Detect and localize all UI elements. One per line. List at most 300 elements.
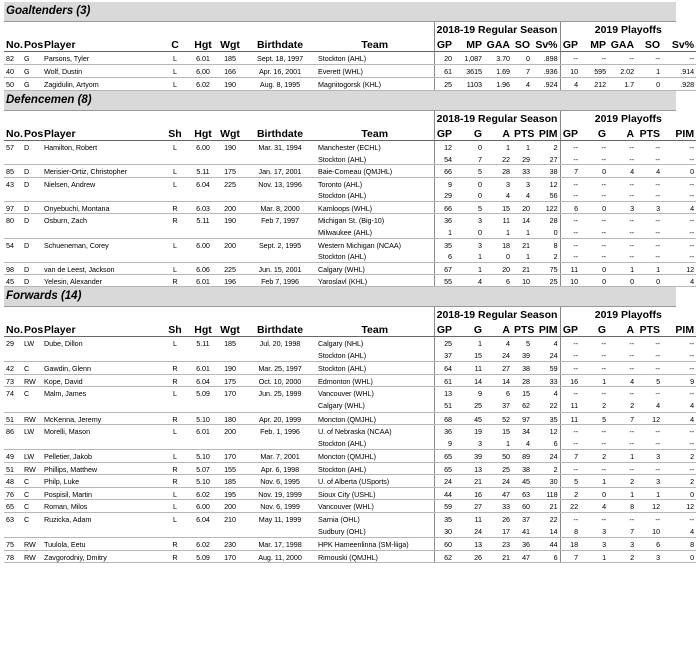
reg-2-cell: 3 (454, 437, 484, 450)
reg-5-cell: 56 (532, 189, 560, 201)
column-header-reg-3: A (484, 125, 512, 141)
po-gp-cell: 11 (560, 399, 580, 412)
po-gp-cell: -- (560, 349, 580, 362)
po-2-cell: 5 (580, 412, 608, 425)
column-header-po-5: PIM (662, 125, 696, 141)
position-cell: G (22, 52, 42, 65)
player-row (4, 238, 696, 250)
column-header-reg-5: Sv% (532, 36, 560, 52)
po-4-cell: 12 (636, 412, 662, 425)
weight-cell: 230 (216, 538, 244, 551)
position-cell: C (22, 500, 42, 513)
player-team-row (4, 525, 696, 538)
regular-season-label: 2018-19 Regular Season (434, 307, 560, 321)
po-5-cell: 0 (662, 487, 696, 500)
birthdate-cell: Mar. 17, 1998 (244, 538, 316, 551)
po-4-cell: 3 (636, 550, 662, 563)
reg-2-cell: 13 (454, 538, 484, 551)
reg-4-cell: 7 (512, 65, 532, 78)
reg-4-cell: 29 (512, 153, 532, 165)
po-4-cell: 3 (636, 475, 662, 488)
reg-3-cell: 23 (484, 538, 512, 551)
height-cell: 6.02 (190, 487, 216, 500)
po-2-cell: 4 (580, 500, 608, 513)
player-row (4, 362, 696, 375)
po-5-cell: -- (689, 143, 695, 152)
reg-3-cell: 1 (506, 143, 510, 152)
column-header-reg-5: PIM (532, 321, 560, 337)
column-header-shoots: Sh (160, 321, 190, 337)
column-header-birthdate: Birthdate (244, 125, 316, 141)
reg-4-cell: 38 (512, 362, 532, 375)
reg-3-cell: 1 (484, 437, 512, 450)
po-gp-cell: -- (560, 214, 580, 226)
po-3-cell: 7 (608, 525, 636, 538)
birthdate-cell: Feb 7, 1997 (261, 216, 299, 226)
po-4-cell: 1 (636, 65, 662, 78)
number-cell: 97 (4, 201, 22, 213)
position-cell: D (22, 201, 42, 213)
po-3-cell: -- (629, 179, 635, 189)
reg-5-cell: .936 (532, 65, 560, 78)
weight-cell (216, 226, 244, 238)
number-cell: 48 (4, 475, 22, 488)
shoots-cell: R (160, 475, 190, 488)
po-4-cell: 5 (636, 374, 662, 387)
po-4-cell: 10 (636, 525, 662, 538)
team-cell: U. of Alberta (USports) (316, 475, 434, 488)
position-cell: D (22, 165, 42, 177)
reg-4-cell: 4 (512, 437, 532, 450)
reg-4-cell: 28 (512, 374, 532, 387)
po-5-cell: -- (689, 216, 695, 226)
reg-2-cell: 1103 (454, 78, 484, 91)
birthdate-cell (244, 349, 316, 362)
reg-2-cell: 9 (478, 389, 482, 399)
team-cell: Milwaukee (AHL) (316, 226, 434, 238)
po-4-cell: 0 (636, 78, 662, 91)
reg-3-cell: 33 (484, 500, 512, 513)
reg-4-cell: 60 (512, 500, 532, 513)
player-team-row (4, 349, 696, 362)
column-header-reg-3: A (484, 321, 512, 337)
player-cell: Phillips, Matthew (42, 462, 160, 475)
reg-2-cell: 27 (454, 500, 484, 513)
number-cell (4, 349, 22, 362)
position-cell (22, 437, 42, 450)
reg-gp-cell: 24 (434, 475, 454, 488)
po-2-cell: -- (601, 179, 607, 189)
reg-2-cell: 4 (454, 275, 484, 287)
reg-3-cell: 24 (484, 349, 512, 362)
reg-gp-cell: 36 (434, 425, 454, 438)
regular-season-label: 2018-19 Regular Season (434, 22, 560, 36)
reg-gp-cell: 66 (434, 201, 454, 213)
po-2-cell: 3 (580, 538, 608, 551)
team-cell: Calgary (NHL) (318, 339, 364, 349)
number-cell: 49 (4, 450, 22, 463)
po-3-cell: 1 (608, 262, 636, 274)
player-cell: Parsons, Tyler (42, 52, 160, 65)
po-4-cell: -- (655, 514, 661, 524)
po-gp-cell: 5 (560, 475, 580, 488)
column-header-player: Player (42, 36, 160, 52)
po-gp-cell: 11 (560, 262, 580, 274)
po-4-cell: -- (636, 362, 662, 375)
position-cell: RW (22, 412, 42, 425)
playoffs-label: 2019 Playoffs (560, 307, 696, 321)
po-2-cell: -- (580, 462, 608, 475)
po-gp-cell: -- (560, 189, 580, 201)
po-5-cell: 8 (662, 538, 696, 551)
weight-cell: 185 (216, 475, 244, 488)
weight-cell: 170 (216, 450, 244, 463)
weight-cell: 155 (216, 462, 244, 475)
weight-cell (216, 250, 244, 262)
po-2-cell: 1 (580, 550, 608, 563)
team-cell: Moncton (QMJHL) (316, 450, 434, 463)
po-2-cell: 212 (580, 78, 608, 91)
player-cell: Schueneman, Corey (44, 240, 109, 250)
position-cell: LW (24, 339, 35, 349)
reg-gp-cell: 61 (434, 374, 454, 387)
reg-4-cell: 45 (512, 475, 532, 488)
shoots-cell (160, 399, 190, 412)
birthdate-cell: Jun. 15, 2001 (244, 262, 316, 274)
reg-3-cell: 1 (484, 226, 512, 238)
po-5-cell: .914 (662, 65, 696, 78)
team-cell: Stockton (AHL) (316, 52, 434, 65)
weight-cell (216, 525, 244, 538)
po-3-cell: -- (629, 143, 635, 152)
number-cell: 76 (4, 487, 22, 500)
reg-2-cell: 5 (454, 201, 484, 213)
position-cell: G (22, 65, 42, 78)
column-header-reg-gp: GP (434, 36, 454, 52)
reg-2-cell: 26 (454, 550, 484, 563)
reg-3-cell: 17 (484, 525, 512, 538)
po-4-cell: -- (655, 143, 661, 152)
po-3-cell: 2 (608, 399, 636, 412)
player-row (4, 462, 696, 475)
reg-4-cell: 38 (512, 462, 532, 475)
player-cell: Philp, Luke (42, 475, 160, 488)
reg-2-cell: 45 (454, 412, 484, 425)
po-2-cell: -- (601, 514, 607, 524)
reg-3-cell: 25 (484, 462, 512, 475)
reg-gp-cell: 59 (434, 500, 454, 513)
po-4-cell: -- (636, 250, 662, 262)
birthdate-cell: Nov. 19, 1999 (244, 487, 316, 500)
po-2-cell: -- (601, 143, 607, 152)
reg-2-cell: 16 (454, 487, 484, 500)
po-5-cell: -- (662, 462, 696, 475)
po-gp-cell: 11 (560, 412, 580, 425)
reg-3-cell: 21 (484, 550, 512, 563)
reg-2-cell: 3 (478, 240, 482, 250)
player-cell: Malm, James (44, 389, 87, 399)
reg-5-cell: .898 (532, 52, 560, 65)
player-cell: Pelletier, Jakob (42, 450, 160, 463)
player-row (4, 141, 696, 153)
reg-5-cell: 8 (553, 240, 558, 250)
po-5-cell: 2 (662, 450, 696, 463)
po-5-cell: .928 (662, 78, 696, 91)
reg-gp-cell: 30 (434, 525, 454, 538)
shoots-cell: R (160, 538, 190, 551)
po-4-cell: 3 (636, 201, 662, 213)
number-cell (4, 399, 22, 412)
team-cell: HPK Hameenlinna (SM-liiga) (316, 538, 434, 551)
column-header-po-4: PTS (636, 125, 662, 141)
height-cell (190, 349, 216, 362)
reg-4-cell: 14 (522, 216, 530, 226)
po-2-cell: 1 (580, 475, 608, 488)
column-header-reg-2: MP (454, 36, 484, 52)
column-header-po-4: PTS (636, 321, 662, 337)
po-3-cell: 8 (608, 500, 636, 513)
weight-cell: 190 (224, 216, 236, 226)
reg-5-cell: 27 (532, 153, 560, 165)
weight-cell (216, 189, 244, 201)
reg-gp-cell: 60 (434, 538, 454, 551)
player-row (4, 512, 696, 525)
column-header-player: Player (42, 321, 160, 337)
shoots-cell: L (173, 143, 177, 152)
height-cell (190, 226, 216, 238)
po-2-cell: 3 (580, 525, 608, 538)
player-row (4, 500, 696, 513)
po-4-cell: 0 (636, 275, 662, 287)
player-cell: Merisier-Ortiz, Christopher (42, 165, 160, 177)
player-cell: Ruzicka, Adam (44, 514, 92, 524)
reg-2-cell: 1 (454, 250, 484, 262)
po-4-cell: -- (655, 240, 661, 250)
position-cell (22, 189, 42, 201)
position-cell: D (22, 275, 42, 287)
reg-2-cell: 7 (454, 153, 484, 165)
number-cell: 86 (6, 427, 14, 437)
po-2-cell: -- (580, 349, 608, 362)
team-cell: U. of Nebraska (NCAA) (318, 427, 392, 437)
po-2-cell: -- (601, 240, 607, 250)
height-cell: 6.04 (196, 514, 210, 524)
team-cell: Everett (WHL) (316, 65, 434, 78)
po-4-cell: -- (636, 226, 662, 238)
team-cell: Stockton (AHL) (316, 437, 434, 450)
height-cell: 5.11 (190, 165, 216, 177)
po-5-cell: 2 (662, 475, 696, 488)
po-3-cell: -- (608, 437, 636, 450)
birthdate-cell (244, 226, 316, 238)
team-cell: Calgary (WHL) (316, 262, 434, 274)
team-cell: Stockton (AHL) (316, 362, 434, 375)
shoots-cell (160, 250, 190, 262)
po-2-cell: 2 (580, 399, 608, 412)
reg-gp-cell: 6 (434, 250, 454, 262)
reg-5-cell: 4 (553, 339, 558, 349)
column-header-team: Team (316, 36, 434, 52)
player-team-row (4, 437, 696, 450)
shoots-cell: L (160, 262, 190, 274)
position-cell (22, 349, 42, 362)
reg-3-cell: 0 (484, 250, 512, 262)
position-cell: C (22, 487, 42, 500)
po-4-cell: -- (636, 189, 662, 201)
po-4-cell: 4 (636, 165, 662, 177)
po-5-cell: 0 (662, 550, 696, 563)
reg-3-cell: 4 (484, 189, 512, 201)
po-4-cell: -- (655, 179, 661, 189)
reg-gp-cell: 68 (434, 412, 454, 425)
po-2-cell: 0 (580, 201, 608, 213)
weight-cell: 200 (216, 500, 244, 513)
player-cell (42, 250, 160, 262)
weight-cell: 200 (224, 240, 236, 250)
height-cell (190, 153, 216, 165)
po-2-cell: 1 (580, 374, 608, 387)
weight-cell: 200 (216, 201, 244, 213)
position-cell: RW (22, 374, 42, 387)
reg-4-cell: 4 (512, 189, 532, 201)
player-cell (42, 153, 160, 165)
column-header-player: Player (42, 125, 160, 141)
shoots-cell: R (172, 216, 178, 226)
reg-5-cell: 44 (532, 538, 560, 551)
reg-2-cell: 14 (454, 374, 484, 387)
reg-gp-cell: 36 (434, 214, 454, 226)
player-row (4, 262, 696, 274)
section-title: Goaltenders (3) (4, 2, 676, 22)
height-cell: 5.10 (190, 450, 216, 463)
team-cell: Michigan St. (Big-10) (318, 216, 385, 226)
team-cell: Sudbury (OHL) (316, 525, 434, 538)
weight-cell (216, 349, 244, 362)
height-cell: 6.04 (196, 179, 210, 189)
height-cell: 6.06 (190, 262, 216, 274)
po-3-cell: 3 (608, 538, 636, 551)
number-cell (4, 437, 22, 450)
number-cell (4, 189, 22, 201)
po-gp-cell: 18 (560, 538, 580, 551)
column-header-po-2: G (580, 321, 608, 337)
po-3-cell: -- (608, 153, 636, 165)
position-cell: D (24, 216, 30, 226)
reg-5-cell: 59 (532, 362, 560, 375)
reg-3-cell: 14 (484, 374, 512, 387)
weight-cell (216, 437, 244, 450)
po-3-cell: -- (629, 216, 635, 226)
player-team-row (4, 153, 696, 165)
reg-5-cell: 0 (532, 226, 560, 238)
shoots-cell: L (173, 179, 177, 189)
regular-season-label: 2018-19 Regular Season (434, 111, 560, 125)
birthdate-cell: Oct. 10, 2000 (244, 374, 316, 387)
team-cell: Kamloops (WHL) (316, 201, 434, 213)
player-cell: Wolf, Dustin (42, 65, 160, 78)
birthdate-cell (244, 250, 316, 262)
reg-5-cell: 30 (532, 475, 560, 488)
birthdate-cell: Mar. 8, 2000 (244, 201, 316, 213)
number-cell: 65 (4, 500, 22, 513)
po-2-cell: 595 (580, 65, 608, 78)
birthdate-cell: Aug. 11, 2000 (244, 550, 316, 563)
reg-5-cell: 12 (549, 427, 558, 437)
po-gp-cell: -- (560, 337, 580, 350)
shoots-cell (160, 437, 190, 450)
reg-gp-cell: 20 (434, 52, 454, 65)
reg-3-cell: 18 (502, 240, 510, 250)
weight-cell: 170 (216, 550, 244, 563)
reg-4-cell: 1 (512, 226, 532, 238)
reg-4-cell: 1 (512, 250, 532, 262)
reg-3-cell: 1.96 (484, 78, 512, 91)
weight-cell: 200 (224, 427, 236, 437)
po-5-cell: -- (662, 437, 696, 450)
reg-2-cell: 0 (478, 143, 482, 152)
reg-gp-cell: 55 (434, 275, 454, 287)
po-4-cell: 1 (636, 487, 662, 500)
column-header-birthdate: Birthdate (244, 321, 316, 337)
po-gp-cell: 7 (560, 165, 580, 177)
po-3-cell: 2.02 (608, 65, 636, 78)
po-3-cell: 2 (608, 475, 636, 488)
column-header-reg-5: PIM (532, 125, 560, 141)
po-3-cell: 4 (608, 374, 636, 387)
shoots-cell: R (160, 412, 190, 425)
player-team-row (4, 399, 696, 412)
po-gp-cell: -- (560, 387, 580, 400)
birthdate-cell: Feb. 1, 1996 (260, 427, 300, 437)
stats-table (4, 111, 696, 287)
column-header-po-gp: GP (560, 36, 580, 52)
weight-cell: 190 (216, 362, 244, 375)
column-header-height: Hgt (190, 321, 216, 337)
reg-2-cell: 0 (454, 226, 484, 238)
po-gp-cell: -- (560, 425, 580, 438)
reg-3-cell: 52 (484, 412, 512, 425)
po-3-cell: 4 (608, 165, 636, 177)
team-cell: Vancouver (WHL) (318, 389, 374, 399)
height-cell: 5.10 (190, 475, 216, 488)
po-gp-cell: -- (560, 226, 580, 238)
height-cell: 6.00 (190, 65, 216, 78)
reg-gp-cell: 25 (434, 78, 454, 91)
player-row (4, 425, 696, 438)
number-cell: 85 (4, 165, 22, 177)
column-header-position: Pos (22, 36, 42, 52)
po-5-cell: -- (662, 226, 696, 238)
reg-4-cell: 15 (522, 389, 530, 399)
height-cell: 6.04 (190, 374, 216, 387)
height-cell: 5.09 (196, 389, 210, 399)
po-5-cell: -- (662, 349, 696, 362)
reg-4-cell: 33 (512, 165, 532, 177)
player-row (4, 275, 696, 287)
column-header-birthdate: Birthdate (244, 36, 316, 52)
number-cell: 57 (6, 143, 14, 152)
player-row (4, 412, 696, 425)
weight-cell: 175 (216, 374, 244, 387)
po-3-cell: -- (608, 226, 636, 238)
player-row (4, 450, 696, 463)
number-cell: 51 (4, 462, 22, 475)
birthdate-cell: Nov. 6, 1999 (244, 500, 316, 513)
po-5-cell: -- (662, 362, 696, 375)
reg-gp-cell: 65 (434, 462, 454, 475)
shoots-cell: L (173, 339, 177, 349)
reg-4-cell: 39 (512, 349, 532, 362)
